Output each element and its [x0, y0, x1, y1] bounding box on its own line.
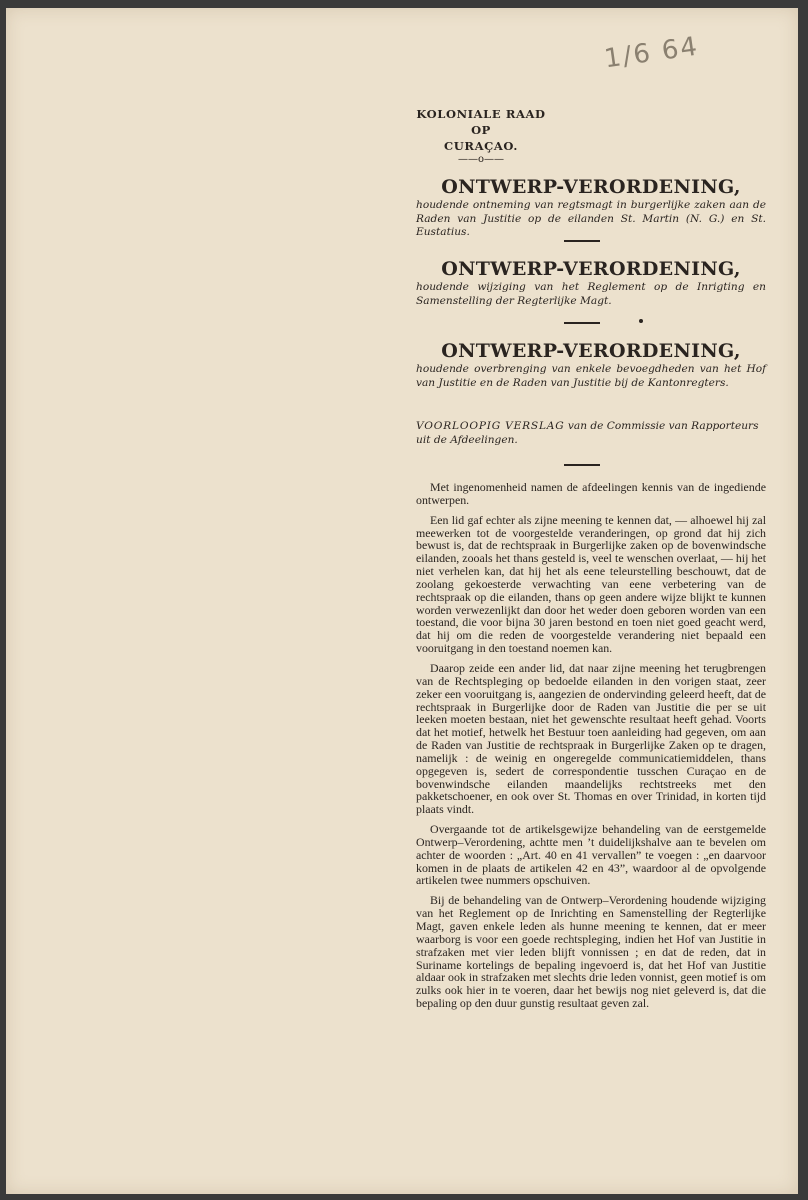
section-3	[416, 339, 766, 390]
section-2-title: ONTWERP-VERORDENING,	[441, 258, 741, 280]
header-line-3: CURAÇAO.	[444, 139, 518, 153]
section-1-title: ONTWERP-VERORDENING,	[441, 176, 741, 198]
header-ornament: ——o——	[457, 154, 505, 165]
section-2-subtitle: houdende wijziging van het Reglement op de Inrigting en Samenstelling der Regterlijke Magt.	[416, 281, 766, 307]
section-divider-1	[564, 240, 600, 242]
document-page	[6, 8, 798, 1194]
issuer-header	[406, 106, 556, 166]
paragraph-4: Overgaande tot de artikelsgewijze behandeling van de eerstgemelde Ontwerp–Verordening, achtte men ’t duidelijkshalve aan te bevelen om achter de woorden : „Art. 40 en 41 vervallen” te voegen : „en daarvoor komen in de plaats de artikelen 42 en 43”, waardoor al de opvolgende artikelen twee nummers opschuiven.	[416, 822, 766, 888]
paragraph-5: Bij de behandeling van de Ontwerp–Verordening houdende wijziging van het Reglement op de Inrichting en Samenstelling der Regterlijke Magt, gaven enkele leden als hunne meening te kennen, dat er meer waarborg is voor een goede rechtspleging, indien het Hof van Justitie in strafzaken met vier leden blijft vonnissen ; en dat de reden, dat in Suriname kortelings de bepaling ingevoerd is, dat het Hof van Justitie aldaar ook in strafzaken met slechts drie leden vonnist, geen motief is om zulks ook hier in te voeren, daar het bewijs nog niet geleverd is, dat die bepaling op den duur gunstig resultaat geven zal.	[416, 893, 766, 1011]
paragraph-2: Een lid gaf echter als zijne meening te kennen dat, — alhoewel hij zal meewerken tot de voorgestelde veranderingen, op grond dat hij zich bewust is, dat de rechtspraak in Burgerlijke zaken op de bovenwindsche eilanden, zooals het thans gesteld is, veel te wenschen overlaat, — hij het niet verhelen kan, dat hij het als eene teleurstelling beschouwt, dat de zoolang gekoesterde verwachting van eene verbetering van de rechtspraak op die eilanden, thans op geen andere wijze blijkt te kunnen worden verwezenlijkt dan door het weder doen geboren worden van een toestand, die voor bijna 30 jaren bestond en toen niet goed geacht werd, dat hij om die reden de voorgestelde verandering niet bepaald een vooruitgang in den toestand noemen kan.	[416, 512, 766, 656]
verslag-heading	[416, 419, 766, 447]
report-body	[416, 481, 766, 1017]
section-3-title: ONTWERP-VERORDENING,	[441, 340, 741, 362]
verslag-rest: van de Commissie van Rapporteurs uit de Afdeelingen.	[416, 420, 759, 446]
section-2	[416, 257, 766, 308]
section-divider-2	[564, 322, 600, 324]
section-1-subtitle: houdende ontneming van regtsmagt in burgerlijke zaken aan de Raden van Justitie op de eilanden St. Martin (N. G.) en St. Eustatius.	[416, 199, 766, 238]
header-line-1: KOLONIALE RAAD	[416, 107, 546, 121]
section-3-subtitle: houdende overbrenging van enkele bevoegdheden van het Hof van Justitie en de Raden van Justitie bij de Kantonregters.	[416, 363, 766, 389]
paragraph-3: Daarop zeide een ander lid, dat naar zijne meening het terugbrengen van de Rechtspleging op bedoelde eilanden in den vorigen staat, zeer zeker een vooruitgang is, aangezien de ondervinding geleerd heeft, dat de rechtspraak in Burgerlijke door de Raden van Justitie die per se uit leeken moeten bestaan, niet het gewenschte resultaat heeft gehad. Voorts dat het motief, hetwelk het Bestuur toen aanleiding had gegeven, om aan de Raden van Justitie de rechtspraak in Burgerlijke Zaken op te dragen, namelijk : de weinig en ongeregelde communicatiemiddelen, thans opgegeven is, sedert de correspondentie tusschen Curaçao en de bovenwindsche eilanden maandelijks rechtstreeks met den pakketschoener, en ook over St. Thomas en over Trinidad, in korten tijd plaats vindt.	[416, 660, 766, 817]
section-1	[416, 175, 766, 240]
pencil-annotation: 1/6 64	[602, 31, 701, 75]
section-divider-3	[564, 464, 600, 466]
header-line-2: OP	[471, 123, 491, 137]
ink-dot	[639, 319, 643, 323]
paragraph-1: Met ingenomenheid namen de afdeelingen kennis van de ingediende ontwerpen.	[416, 480, 766, 507]
verslag-lead: VOORLOOPIG VERSLAG	[416, 420, 565, 432]
